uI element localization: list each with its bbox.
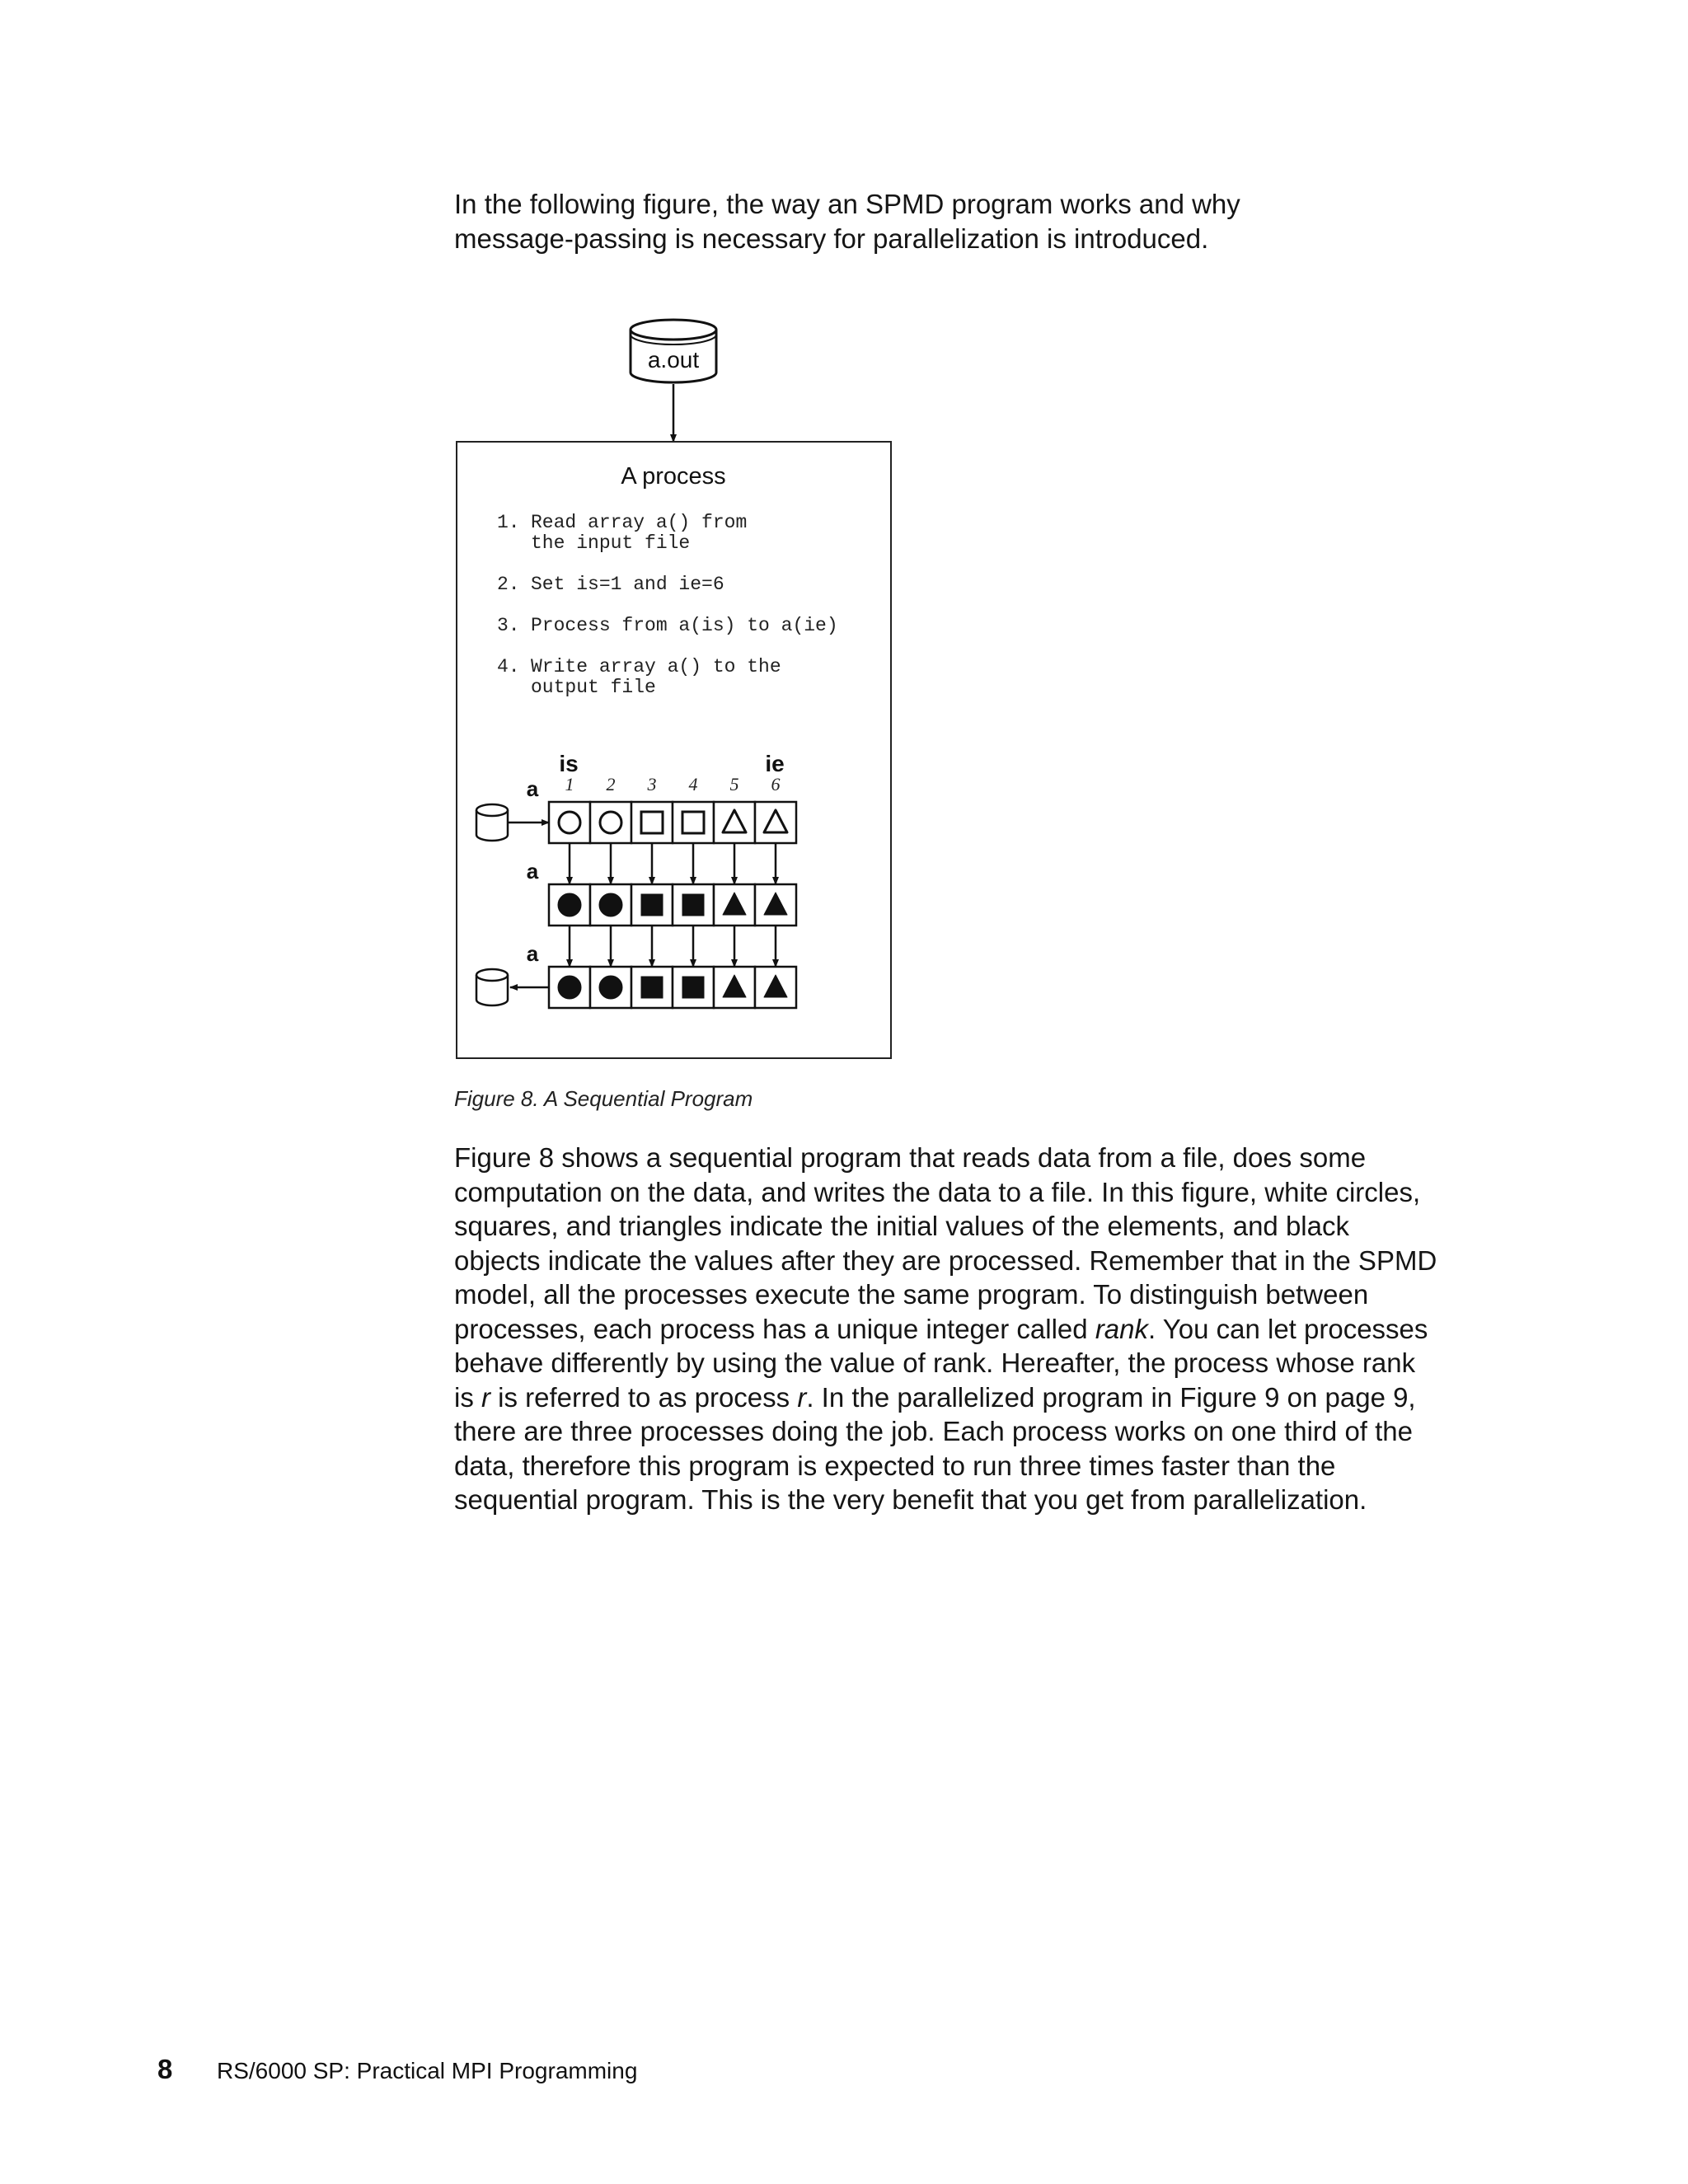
body-line: squares, and triangles indicate the initial values of the elements, and black [454,1211,1349,1241]
index-label: 6 [771,774,781,794]
array-name-label: a [526,776,539,801]
circle-element [600,812,621,833]
circle-element [599,893,622,916]
body-line: Figure 8 shows a sequential program that reads data from a file, does some [454,1142,1367,1173]
body-paragraph [454,1141,1484,1517]
step-text: Set is=1 and ie=6 [531,574,724,595]
body-line: computation on the data, and writes the data to a file. In this figure, white circles, [454,1176,1421,1207]
intro-line: In the following figure, the way an SPMD program works and why [454,189,1240,219]
circle-element [559,812,580,833]
circle-element [558,976,581,999]
step-list [497,512,838,698]
footer-title: RS/6000 SP: Practical MPI Programming [217,2058,638,2083]
body-line: sequential program. This is the very benefit that you get from parallelization. [454,1484,1367,1515]
aout-label: a.out [647,347,700,373]
step-text: Read array a() from [531,512,748,533]
process-title: A process [621,463,726,490]
step-number: 1. [497,512,520,533]
index-label: 1 [565,774,574,794]
square-element [641,977,663,998]
step-number: 3. [497,615,520,636]
array-row [527,859,796,926]
aout-file-icon [631,320,716,382]
body-line: behave differently by using the value of rank. Hereafter, the process whose rank [454,1347,1416,1378]
step-text: output file [531,677,656,698]
is-label: is [559,751,579,776]
circle-element [558,893,581,916]
circle-element [599,976,622,999]
index-label: 5 [729,774,739,794]
square-element [682,812,704,833]
body-line: data, therefore this program is expected to run three times faster than the [454,1450,1336,1481]
step-text: Process from a(is) to a(ie) [531,615,838,636]
italic-term: rank [1095,1313,1149,1344]
index-label: 2 [606,774,616,794]
step-text: the input file [531,532,691,554]
figure-caption: Figure 8. A Sequential Program [454,1086,753,1111]
body-line: objects indicate the values after they are processed. Remember that in the SPMD [454,1244,1437,1276]
square-element [682,977,704,998]
index-label: 3 [647,774,657,794]
italic-term: r [481,1381,490,1413]
body-line: there are three processes doing the job. Each process works on one third of the [454,1416,1414,1446]
italic-term: r [797,1381,807,1413]
array-row [527,941,796,1008]
square-element [641,894,663,916]
index-label: 4 [688,774,698,794]
ie-label: ie [765,751,785,776]
body-line: is r is referred to as process r. In the parallelized program in Figure 9 on page 9, [454,1381,1416,1413]
page-number: 8 [157,2054,173,2084]
array-name-label: a [526,941,539,966]
body-line: model, all the processes execute the same program. To distinguish between [454,1279,1369,1310]
step-number: 4. [497,656,520,677]
square-element [682,894,704,916]
intro-line: message-passing is necessary for parallelization is introduced. [454,223,1209,254]
array-name-label: a [526,859,539,883]
input-file-icon [476,804,508,841]
output-file-icon [476,969,508,1005]
step-number: 2. [497,574,520,595]
square-element [641,812,663,833]
body-line: processes, each process has a unique integer called rank. You can let processes [454,1313,1428,1344]
index-labels [565,774,781,794]
step-text: Write array a() to the [531,656,781,677]
array-rows [527,776,796,1008]
